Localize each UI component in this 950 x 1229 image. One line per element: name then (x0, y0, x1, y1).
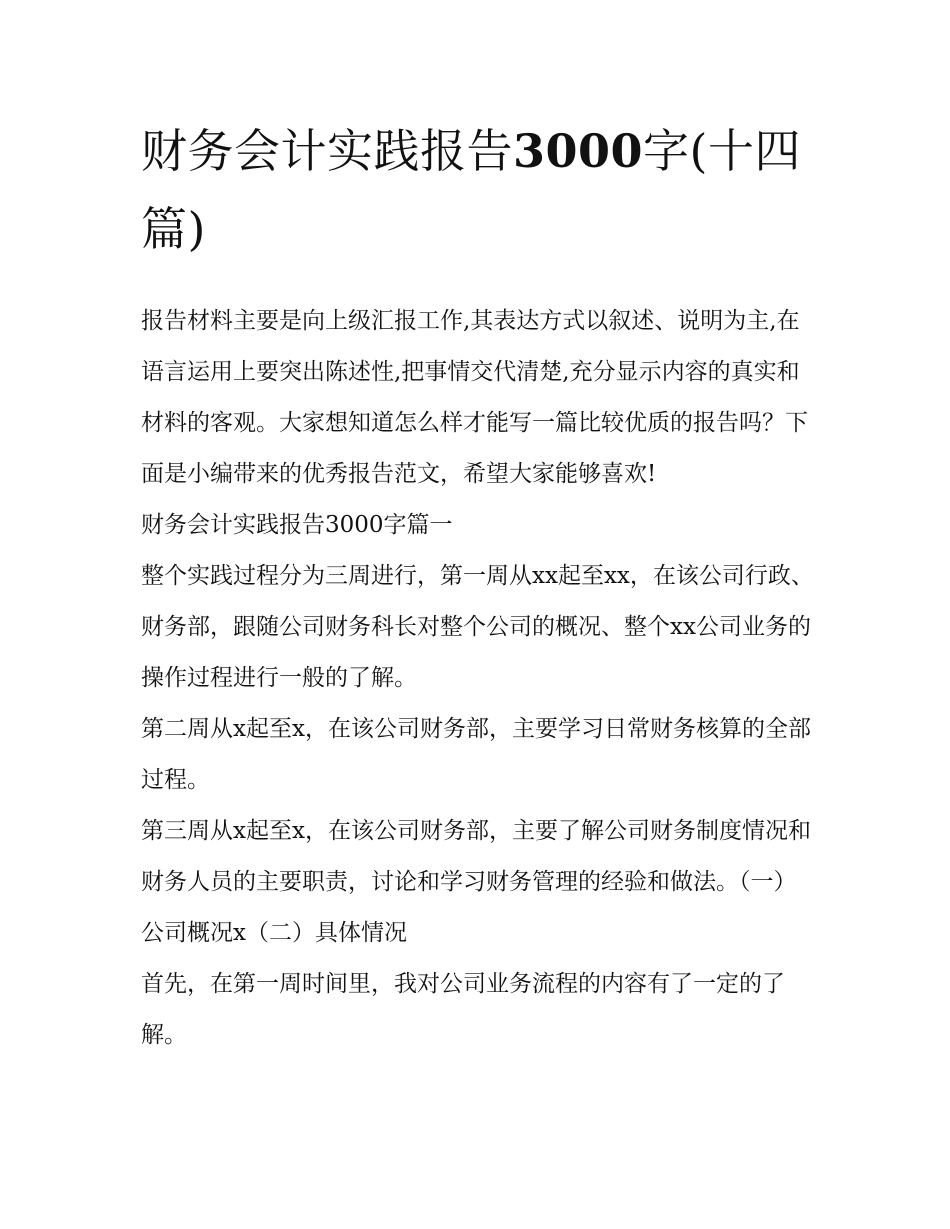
document-title (141, 112, 818, 268)
document-body (141, 296, 818, 1061)
title-number: 3000 (513, 124, 644, 178)
week-three-paragraph: 第三周从x起至x，在该公司财务部，主要了解公司财务制度情况和财务人员的主要职责，讨论和学习财务管理的经验和做法。（一）公司概况x（二）具体情况 (141, 818, 811, 946)
section-heading: 财务会计实践报告3000字篇一 (141, 512, 453, 538)
first-week-detail-paragraph: 首先，在第一周时间里，我对公司业务流程的内容有了一定的了解。 (141, 971, 785, 1048)
week-one-paragraph: 整个实践过程分为三周进行，第一周从xx起至xx，在该公司行政、财务部，跟随公司财务科长对整个公司的概况、整个xx公司业务的操作过程进行一般的了解。 (141, 563, 814, 691)
title-text-after: 字(十四篇) (141, 124, 801, 256)
intro-paragraph: 报告材料主要是向上级汇报工作,其表达方式以叙述、说明为主,在语言运用上要突出陈述性,把事情交代清楚,充分显示内容的真实和材料的客观。大家想知道怎么样才能写一篇比较优质的报告吗？下面是小编带来的优秀报告范文，希望大家能够喜欢! (141, 308, 808, 487)
week-two-paragraph: 第二周从x起至x，在该公司财务部，主要学习日常财务核算的全部过程。 (141, 716, 811, 793)
title-text-before: 财务会计实践报告 (141, 124, 513, 178)
